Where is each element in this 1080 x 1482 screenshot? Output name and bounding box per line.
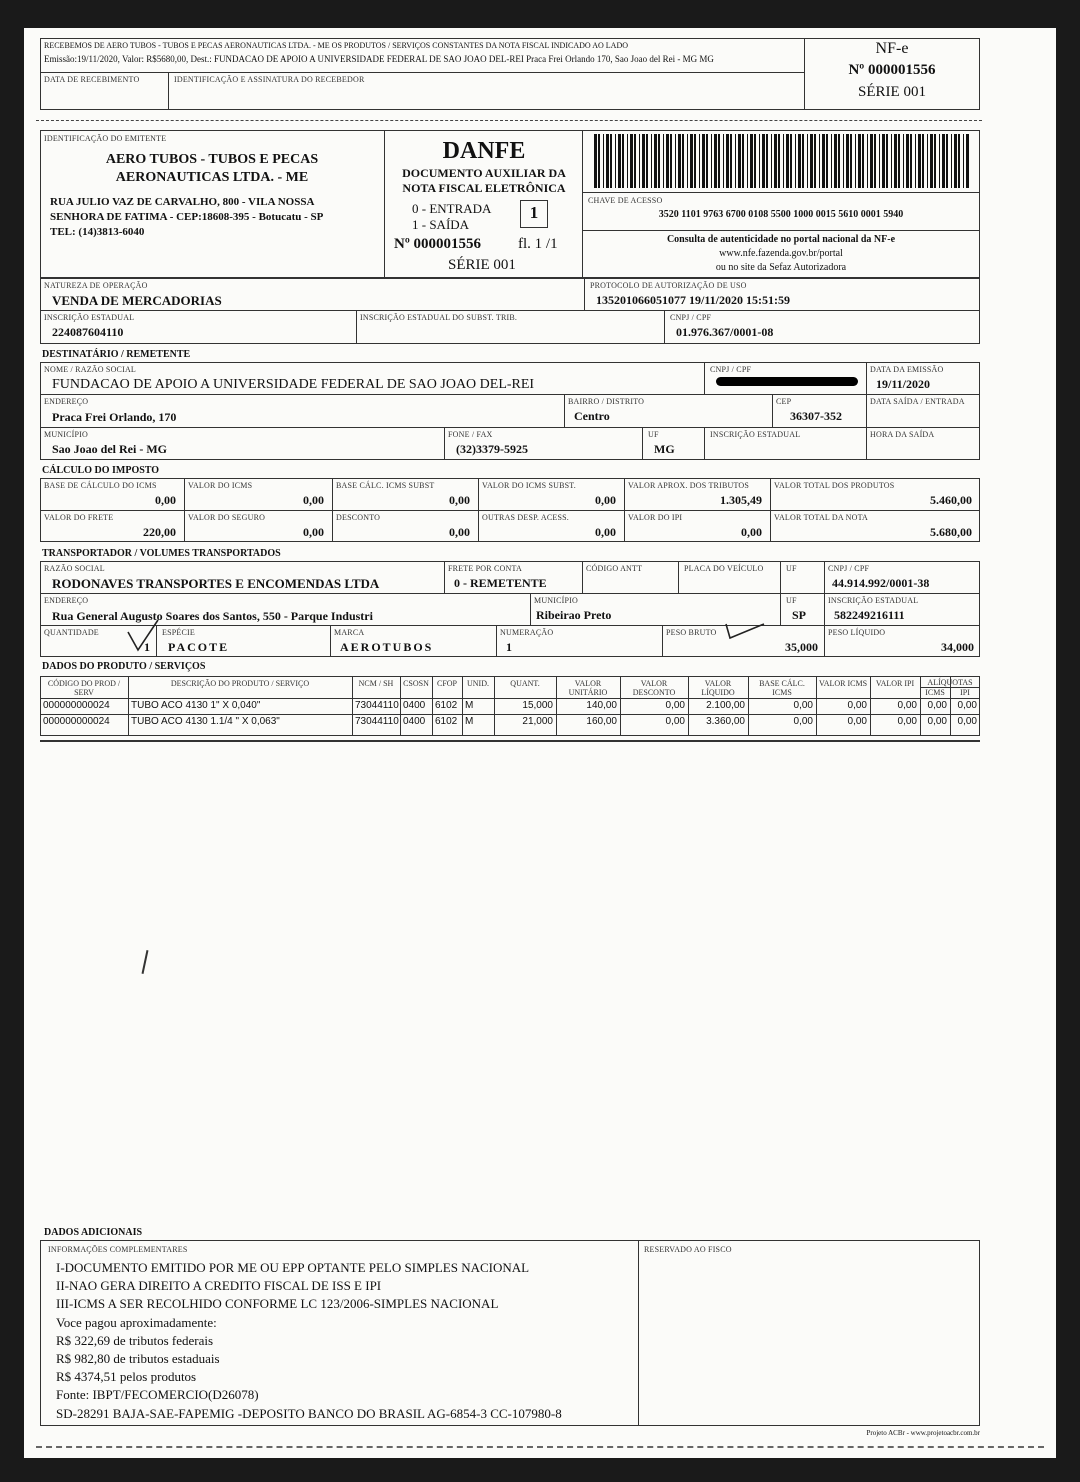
transp-uf2-label: UF (786, 596, 797, 605)
transp-qtd-value: 1 (144, 640, 150, 654)
produtos-header: CSOSN (403, 679, 429, 688)
consulta-2: www.nfe.fazenda.gov.br/portal (719, 248, 843, 259)
barcode-bar (798, 134, 801, 188)
barcode-bar (930, 134, 933, 188)
imposto-label: VALOR DO ICMS (188, 481, 253, 490)
transp-razao-value: RODONAVES TRANSPORTES E ENCOMENDAS LTDA (52, 576, 380, 591)
produtos-cell: 000000000024 (43, 700, 110, 711)
barcode-bar (922, 134, 924, 188)
danfe-numero: Nº 000001556 (394, 236, 482, 252)
imposto-label: BASE CÁLC. ICMS SUBST (336, 481, 435, 490)
imposto-value: 220,00 (143, 525, 176, 539)
danfe-tipo: 1 (529, 203, 539, 222)
canhoto-nfe-title: NF-e (875, 40, 909, 57)
dest-uf-value: MG (654, 442, 675, 456)
produtos-cell: 6102 (435, 700, 458, 711)
imposto-value: 0,00 (595, 525, 616, 539)
imposto-value: 5.460,00 (930, 493, 972, 507)
check-mark-1 (122, 616, 166, 656)
imposto-label: VALOR DO SEGURO (188, 513, 266, 522)
imposto-value: 5.680,00 (930, 525, 972, 539)
transp-numeracao-label: NUMERAÇÃO (500, 628, 554, 637)
produtos-cell: 0,00 (847, 716, 867, 727)
produtos-cell: 3.360,00 (706, 716, 745, 727)
produtos-cell: 0400 (403, 716, 426, 727)
barcode-bar (898, 134, 900, 188)
transportador-section: TRANSPORTADOR / VOLUMES TRANSPORTADOS (42, 548, 281, 559)
barcode-bar (939, 134, 940, 188)
imposto-label: VALOR DO FRETE (44, 513, 114, 522)
barcode-bar (915, 134, 916, 188)
bottom-border (36, 1446, 1044, 1448)
barcode (594, 134, 972, 188)
produtos-header: CÓDIGO DO PROD / SERV (47, 679, 121, 697)
chave-value: 3520 1101 9763 6700 0108 5500 1000 0015 5610 0001 5940 (658, 209, 904, 220)
transp-endereco-value: Rua General Augusto Soares dos Santos, 550 - Parque Industri (52, 609, 373, 623)
produtos-header: VALOR LÍQUIDO (701, 679, 735, 697)
barcode-bar (894, 134, 897, 188)
danfe-subtitle-2: NOTA FISCAL ELETRÔNICA (402, 181, 566, 195)
barcode-bar (826, 134, 828, 188)
barcode-bar (843, 134, 844, 188)
produtos-cell: 0,00 (927, 716, 947, 727)
produtos-header: ICMS (925, 688, 945, 697)
produtos-cell: M (465, 700, 474, 711)
produtos-cell: TUBO ACO 4130 1" X 0,040" (131, 700, 261, 711)
barcode-bar (786, 134, 789, 188)
produtos-cell: 73044110 (355, 700, 399, 711)
produtos-cell: 73044110 (355, 716, 399, 727)
imposto-value: 0,00 (303, 493, 324, 507)
barcode-bar (838, 134, 840, 188)
dest-fone-value: (32)3379-5925 (456, 442, 528, 456)
barcode-bar (634, 134, 636, 188)
produtos-header: QUANT. (510, 679, 540, 688)
barcode-bar (882, 134, 885, 188)
transp-razao-label: RAZÃO SOCIAL (44, 564, 105, 573)
produtos-header: DESCRIÇÃO DO PRODUTO / SERVIÇO (170, 679, 310, 688)
barcode-bar (807, 134, 808, 188)
ie-st-label: INSCRIÇÃO ESTADUAL DO SUBST. TRIB. (360, 313, 518, 322)
imposto-label: VALOR DO ICMS SUBST. (482, 481, 576, 490)
produtos-cell: 160,00 (586, 716, 617, 727)
barcode-bar (726, 134, 729, 188)
danfe-saida: 1 - SAÍDA (412, 217, 470, 232)
produtos-header: ALÍQUOTAS (927, 678, 973, 687)
imposto-label: DESCONTO (336, 513, 381, 522)
ie-value: 224087604110 (52, 325, 124, 339)
produtos-cell: 0,00 (897, 716, 917, 727)
produtos-cell: 0,00 (793, 700, 813, 711)
imposto-value: 0,00 (155, 493, 176, 507)
barcode-bar (802, 134, 804, 188)
info-line: Fonte: IBPT/FECOMERCIO(D26078) (56, 1387, 259, 1403)
produtos-header: VALOR UNITÁRIO (568, 679, 608, 697)
barcode-bar (771, 134, 772, 188)
produtos-cell: 0,00 (665, 700, 685, 711)
barcode-bar (819, 134, 820, 188)
produtos-header: IPI (960, 688, 970, 697)
barcode-bar (891, 134, 892, 188)
barcode-bar (718, 134, 720, 188)
info-line: I-DOCUMENTO EMITIDO POR ME OU EPP OPTANTE PELO SIMPLES NACIONAL (56, 1260, 530, 1275)
info-line: R$ 982,80 de tributos estaduais (56, 1351, 220, 1366)
barcode-bar (651, 134, 652, 188)
barcode-bar (642, 134, 645, 188)
produtos-header: NCM / SH (358, 679, 394, 688)
protocolo-label: PROTOCOLO DE AUTORIZAÇÃO DE USO (590, 281, 747, 290)
barcode-bar (958, 134, 960, 188)
barcode-bar (951, 134, 952, 188)
transp-cnpj-label: CNPJ / CPF (828, 564, 870, 573)
transp-municipio-label: MUNICÍPIO (534, 596, 579, 605)
produtos-cell: 0400 (403, 700, 426, 711)
dest-cnpj-label: CNPJ / CPF (710, 365, 752, 374)
dest-endereco-value: Praca Frei Orlando, 170 (52, 410, 177, 424)
barcode-bar (606, 134, 609, 188)
produtos-header: BASE CÁLC. ICMS (759, 679, 805, 697)
info-complementares-label: INFORMAÇÕES COMPLEMENTARES (48, 1245, 188, 1254)
barcode-bar (903, 134, 904, 188)
transp-marca-value: AEROTUBOS (340, 640, 434, 654)
transp-numeracao-value: 1 (506, 640, 512, 654)
transp-placa-label: PLACA DO VEÍCULO (684, 564, 764, 573)
dest-saida-label: DATA SAÍDA / ENTRADA (870, 397, 965, 406)
imposto-value: 0,00 (449, 525, 470, 539)
barcode-bar (639, 134, 640, 188)
barcode-bar (663, 134, 664, 188)
barcode-bar (867, 134, 868, 188)
barcode-bar (615, 134, 616, 188)
transp-marca-label: MARCA (334, 628, 365, 637)
barcode-bar (702, 134, 705, 188)
barcode-bar (750, 134, 753, 188)
imposto-value: 0,00 (741, 525, 762, 539)
barcode-bar (738, 134, 741, 188)
imposto-value: 0,00 (595, 493, 616, 507)
emitente-addr-1: RUA JULIO VAZ DE CARVALHO, 800 - VILA NOSSA (50, 196, 315, 208)
produtos-header: CFOP (436, 679, 457, 688)
canhoto-line1: RECEBEMOS DE AERO TUBOS - TUBOS E PECAS AERONAUTICAS LTDA. - ME OS PRODUTOS / SERVIÇOS CONSTANTES DA NOTA FISCAL INDICADO AO LADO (44, 41, 628, 50)
barcode-bar (610, 134, 612, 188)
barcode-bar (687, 134, 688, 188)
produtos-cell: 21,000 (522, 716, 553, 727)
barcode-bar (850, 134, 852, 188)
barcode-bar (598, 134, 600, 188)
dest-hora-label: HORA DA SAÍDA (870, 430, 935, 439)
dest-cep-value: 36307-352 (790, 409, 842, 423)
identificacao-label: IDENTIFICAÇÃO E ASSINATURA DO RECEBEDOR (174, 75, 365, 84)
imposto-label: OUTRAS DESP. ACESS. (482, 513, 569, 522)
barcode-bar (954, 134, 957, 188)
transp-frete-value: 0 - REMETENTE (454, 576, 547, 590)
destinatario-section: DESTINATÁRIO / REMETENTE (42, 349, 191, 360)
transp-peso-liquido-label: PESO LÍQUIDO (828, 628, 886, 637)
produtos-cell: 0,00 (665, 716, 685, 727)
cut-line (36, 120, 982, 121)
produtos-section: DADOS DO PRODUTO / SERVIÇOS (42, 661, 206, 672)
dest-municipio-label: MUNICÍPIO (44, 430, 89, 439)
imposto-label: VALOR TOTAL DOS PRODUTOS (774, 481, 895, 490)
dest-bairro-value: Centro (574, 409, 610, 423)
barcode-bar (886, 134, 888, 188)
produtos-header: VALOR IPI (875, 679, 915, 688)
dest-nome-label: NOME / RAZÃO SOCIAL (44, 365, 137, 374)
info-line: III-ICMS A SER RECOLHIDO CONFORME LC 123/2006-SIMPLES NACIONAL (56, 1296, 499, 1312)
barcode-bar (870, 134, 873, 188)
barcode-bar (846, 134, 849, 188)
protocolo-value: 135201066051077 19/11/2020 15:51:59 (596, 293, 790, 307)
transp-especie-label: ESPÉCIE (162, 628, 195, 637)
barcode-bar (858, 134, 861, 188)
danfe-serie: SÉRIE 001 (448, 257, 516, 273)
transp-peso-liquido-value: 34,000 (941, 640, 974, 654)
danfe-folha: fl. 1 /1 (518, 236, 558, 252)
imposto-value: 1.305,49 (720, 493, 762, 507)
ie-label: INSCRIÇÃO ESTADUAL (44, 313, 135, 322)
barcode-bar (906, 134, 909, 188)
dest-fone-label: FONE / FAX (448, 430, 493, 439)
info-line: SD-28291 BAJA-SAE-FAPEMIG -DEPOSITO BANCO DO BRASIL AG-6854-3 CC-107980-8 (56, 1405, 562, 1421)
barcode-bar (790, 134, 792, 188)
emitente-phone: TEL: (14)3813-6040 (50, 226, 145, 238)
transp-qtd-label: QUANTIDADE (44, 628, 99, 637)
barcode-bar (862, 134, 864, 188)
barcode-bar (942, 134, 945, 188)
barcode-bar (910, 134, 912, 188)
produtos-header: VALOR DESCONTO (632, 679, 676, 697)
imposto-value: 0,00 (303, 525, 324, 539)
info-line: R$ 322,69 de tributos federais (56, 1332, 214, 1348)
emitente-label: IDENTIFICAÇÃO DO EMITENTE (44, 134, 167, 143)
produtos-cell: TUBO ACO 4130 1.1/4 " X 0,063" (131, 716, 280, 727)
info-line: R$ 4374,51 pelos produtos (56, 1369, 197, 1385)
barcode-bar (666, 134, 669, 188)
check-mark-2 (720, 618, 770, 642)
transp-uf-value: SP (792, 608, 807, 622)
barcode-bar (706, 134, 708, 188)
transp-uf-label: UF (786, 564, 797, 573)
barcode-bar (855, 134, 856, 188)
produtos-cell: 0,00 (957, 716, 977, 727)
barcode-bar (831, 134, 832, 188)
transp-ie-label: INSCRIÇÃO ESTADUAL (828, 596, 919, 605)
barcode-bar (627, 134, 628, 188)
barcode-bar (714, 134, 717, 188)
dest-uf-label: UF (648, 430, 659, 439)
barcode-bar (711, 134, 712, 188)
transp-antt-label: CÓDIGO ANTT (586, 564, 643, 573)
emitente-name-1: AERO TUBOS - TUBOS E PECAS (105, 152, 319, 167)
imposto-label: VALOR APROX. DOS TRIBUTOS (628, 481, 750, 490)
barcode-bar (603, 134, 604, 188)
barcode-bar (747, 134, 748, 188)
produtos-cell: 0,00 (957, 700, 977, 711)
dest-endereco-label: ENDEREÇO (44, 397, 89, 406)
barcode-bar (966, 134, 969, 188)
produtos-cell: 0,00 (897, 700, 917, 711)
chave-label: CHAVE DE ACESSO (588, 196, 663, 205)
barcode-bar (630, 134, 633, 188)
barcode-bar (754, 134, 756, 188)
emitente-name-2: AERONAUTICAS LTDA. - ME (115, 170, 309, 185)
barcode-bar (927, 134, 928, 188)
transp-peso-bruto-value: 35,000 (785, 640, 818, 654)
canhoto-line2: Emissão:19/11/2020, Valor: R$5680,00, Dest.: FUNDACAO DE APOIO A UNIVERSIDADE FEDERAL DE SAO JOAO DEL-REI Praca Frei Orlando 170, Sao Joao del Rei - MG MG (44, 54, 714, 64)
dest-municipio-value: Sao Joao del Rei - MG (52, 442, 167, 456)
dest-cep-label: CEP (776, 397, 792, 406)
dest-ie-label: INSCRIÇÃO ESTADUAL (710, 430, 801, 439)
barcode-bar (690, 134, 693, 188)
dest-nome-value: FUNDACAO DE APOIO A UNIVERSIDADE FEDERAL DE SAO JOAO DEL-REI (52, 377, 535, 392)
emit-cnpj-label: CNPJ / CPF (670, 313, 712, 322)
transp-cnpj-value: 44.914.992/0001-38 (832, 576, 930, 590)
produtos-header: UNID. (467, 679, 489, 688)
imposto-label: VALOR TOTAL DA NOTA (774, 513, 869, 522)
imposto-value: 0,00 (449, 493, 470, 507)
barcode-bar (654, 134, 657, 188)
transp-peso-bruto-label: PESO BRUTO (666, 628, 717, 637)
barcode-bar (934, 134, 936, 188)
produtos-cell: 0,00 (927, 700, 947, 711)
barcode-bar (699, 134, 700, 188)
barcode-bar (766, 134, 768, 188)
barcode-bar (730, 134, 732, 188)
imposto-label: VALOR DO IPI (628, 513, 683, 522)
produtos-cell: 6102 (435, 716, 458, 727)
produtos-header: VALOR ICMS (818, 679, 868, 688)
natureza-label: NATUREZA DE OPERAÇÃO (44, 281, 148, 290)
barcode-bar (918, 134, 921, 188)
barcode-bar (735, 134, 736, 188)
stray-mark (142, 950, 149, 974)
consulta-3: ou no site da Sefaz Autorizadora (715, 262, 847, 273)
produtos-cell: 000000000024 (43, 716, 110, 727)
barcode-bar (783, 134, 784, 188)
dest-bairro-label: BAIRRO / DISTRITO (568, 397, 645, 406)
barcode-bar (795, 134, 796, 188)
barcode-bar (963, 134, 964, 188)
produtos-cell: 0,00 (847, 700, 867, 711)
barcode-bar (646, 134, 648, 188)
transp-ie-value: 582249216111 (834, 608, 905, 622)
adicionais-section: DADOS ADICIONAIS (44, 1227, 143, 1238)
canhoto-nfe-serie: SÉRIE 001 (858, 84, 926, 100)
dest-cnpj-redaction (716, 377, 858, 386)
barcode-bar (774, 134, 777, 188)
produtos-cell: 15,000 (522, 700, 553, 711)
barcode-bar (670, 134, 672, 188)
danfe-subtitle-1: DOCUMENTO AUXILIAR DA (402, 166, 566, 180)
emit-cnpj-value: 01.976.367/0001-08 (676, 325, 774, 339)
barcode-bar (742, 134, 744, 188)
barcode-bar (778, 134, 780, 188)
imposto-section: CÁLCULO DO IMPOSTO (42, 465, 160, 476)
barcode-bar (723, 134, 724, 188)
reservado-fisco-label: RESERVADO AO FISCO (644, 1245, 732, 1254)
dest-emissao-value: 19/11/2020 (876, 377, 931, 391)
consulta-1: Consulta de autenticidade no portal nacional da NF-e (666, 234, 896, 245)
natureza-value: VENDA DE MERCADORIAS (52, 293, 222, 308)
barcode-bar (814, 134, 816, 188)
barcode-bar (762, 134, 765, 188)
transp-frete-label: FRETE POR CONTA (448, 564, 522, 573)
danfe-title: DANFE (442, 138, 526, 164)
barcode-bar (594, 134, 597, 188)
barcode-bar (822, 134, 825, 188)
data-recebimento-label: DATA DE RECEBIMENTO (44, 75, 140, 84)
transp-endereco-label: ENDEREÇO (44, 596, 89, 605)
emitente-addr-2: SENHORA DE FATIMA - CEP:18608-395 - Botucatu - SP (50, 211, 324, 223)
barcode-bar (694, 134, 696, 188)
barcode-bar (874, 134, 876, 188)
canhoto-nfe-number: Nº 000001556 (848, 62, 936, 78)
transp-municipio-value: Ribeirao Preto (536, 608, 612, 622)
barcode-bar (946, 134, 948, 188)
produtos-cell: 2.100,00 (706, 700, 745, 711)
barcode-bar (682, 134, 684, 188)
produtos-cell: 0,00 (793, 716, 813, 727)
danfe-entrada: 0 - ENTRADA (412, 201, 492, 216)
imposto-label: BASE DE CÁLCULO DO ICMS (44, 481, 157, 490)
info-line: II-NAO GERA DIREITO A CREDITO FISCAL DE ISS E IPI (56, 1278, 382, 1294)
barcode-bar (618, 134, 621, 188)
barcode-bar (834, 134, 837, 188)
danfe-page (24, 28, 1056, 1458)
barcode-bar (810, 134, 813, 188)
dest-emissao-label: DATA DA EMISSÃO (870, 365, 944, 374)
produtos-cell: M (465, 716, 474, 727)
operacao-block (40, 278, 980, 344)
produtos-cell: 140,00 (586, 700, 617, 711)
barcode-bar (622, 134, 624, 188)
info-line: Voce pagou aproximadamente: (56, 1314, 217, 1330)
barcode-bar (879, 134, 880, 188)
barcode-bar (759, 134, 760, 188)
barcode-bar (678, 134, 681, 188)
barcode-bar (675, 134, 676, 188)
barcode-bar (658, 134, 660, 188)
footer-credit: Projeto ACBr - www.projetoacbr.com.br (866, 1429, 980, 1437)
transp-especie-value: PACOTE (168, 640, 230, 654)
